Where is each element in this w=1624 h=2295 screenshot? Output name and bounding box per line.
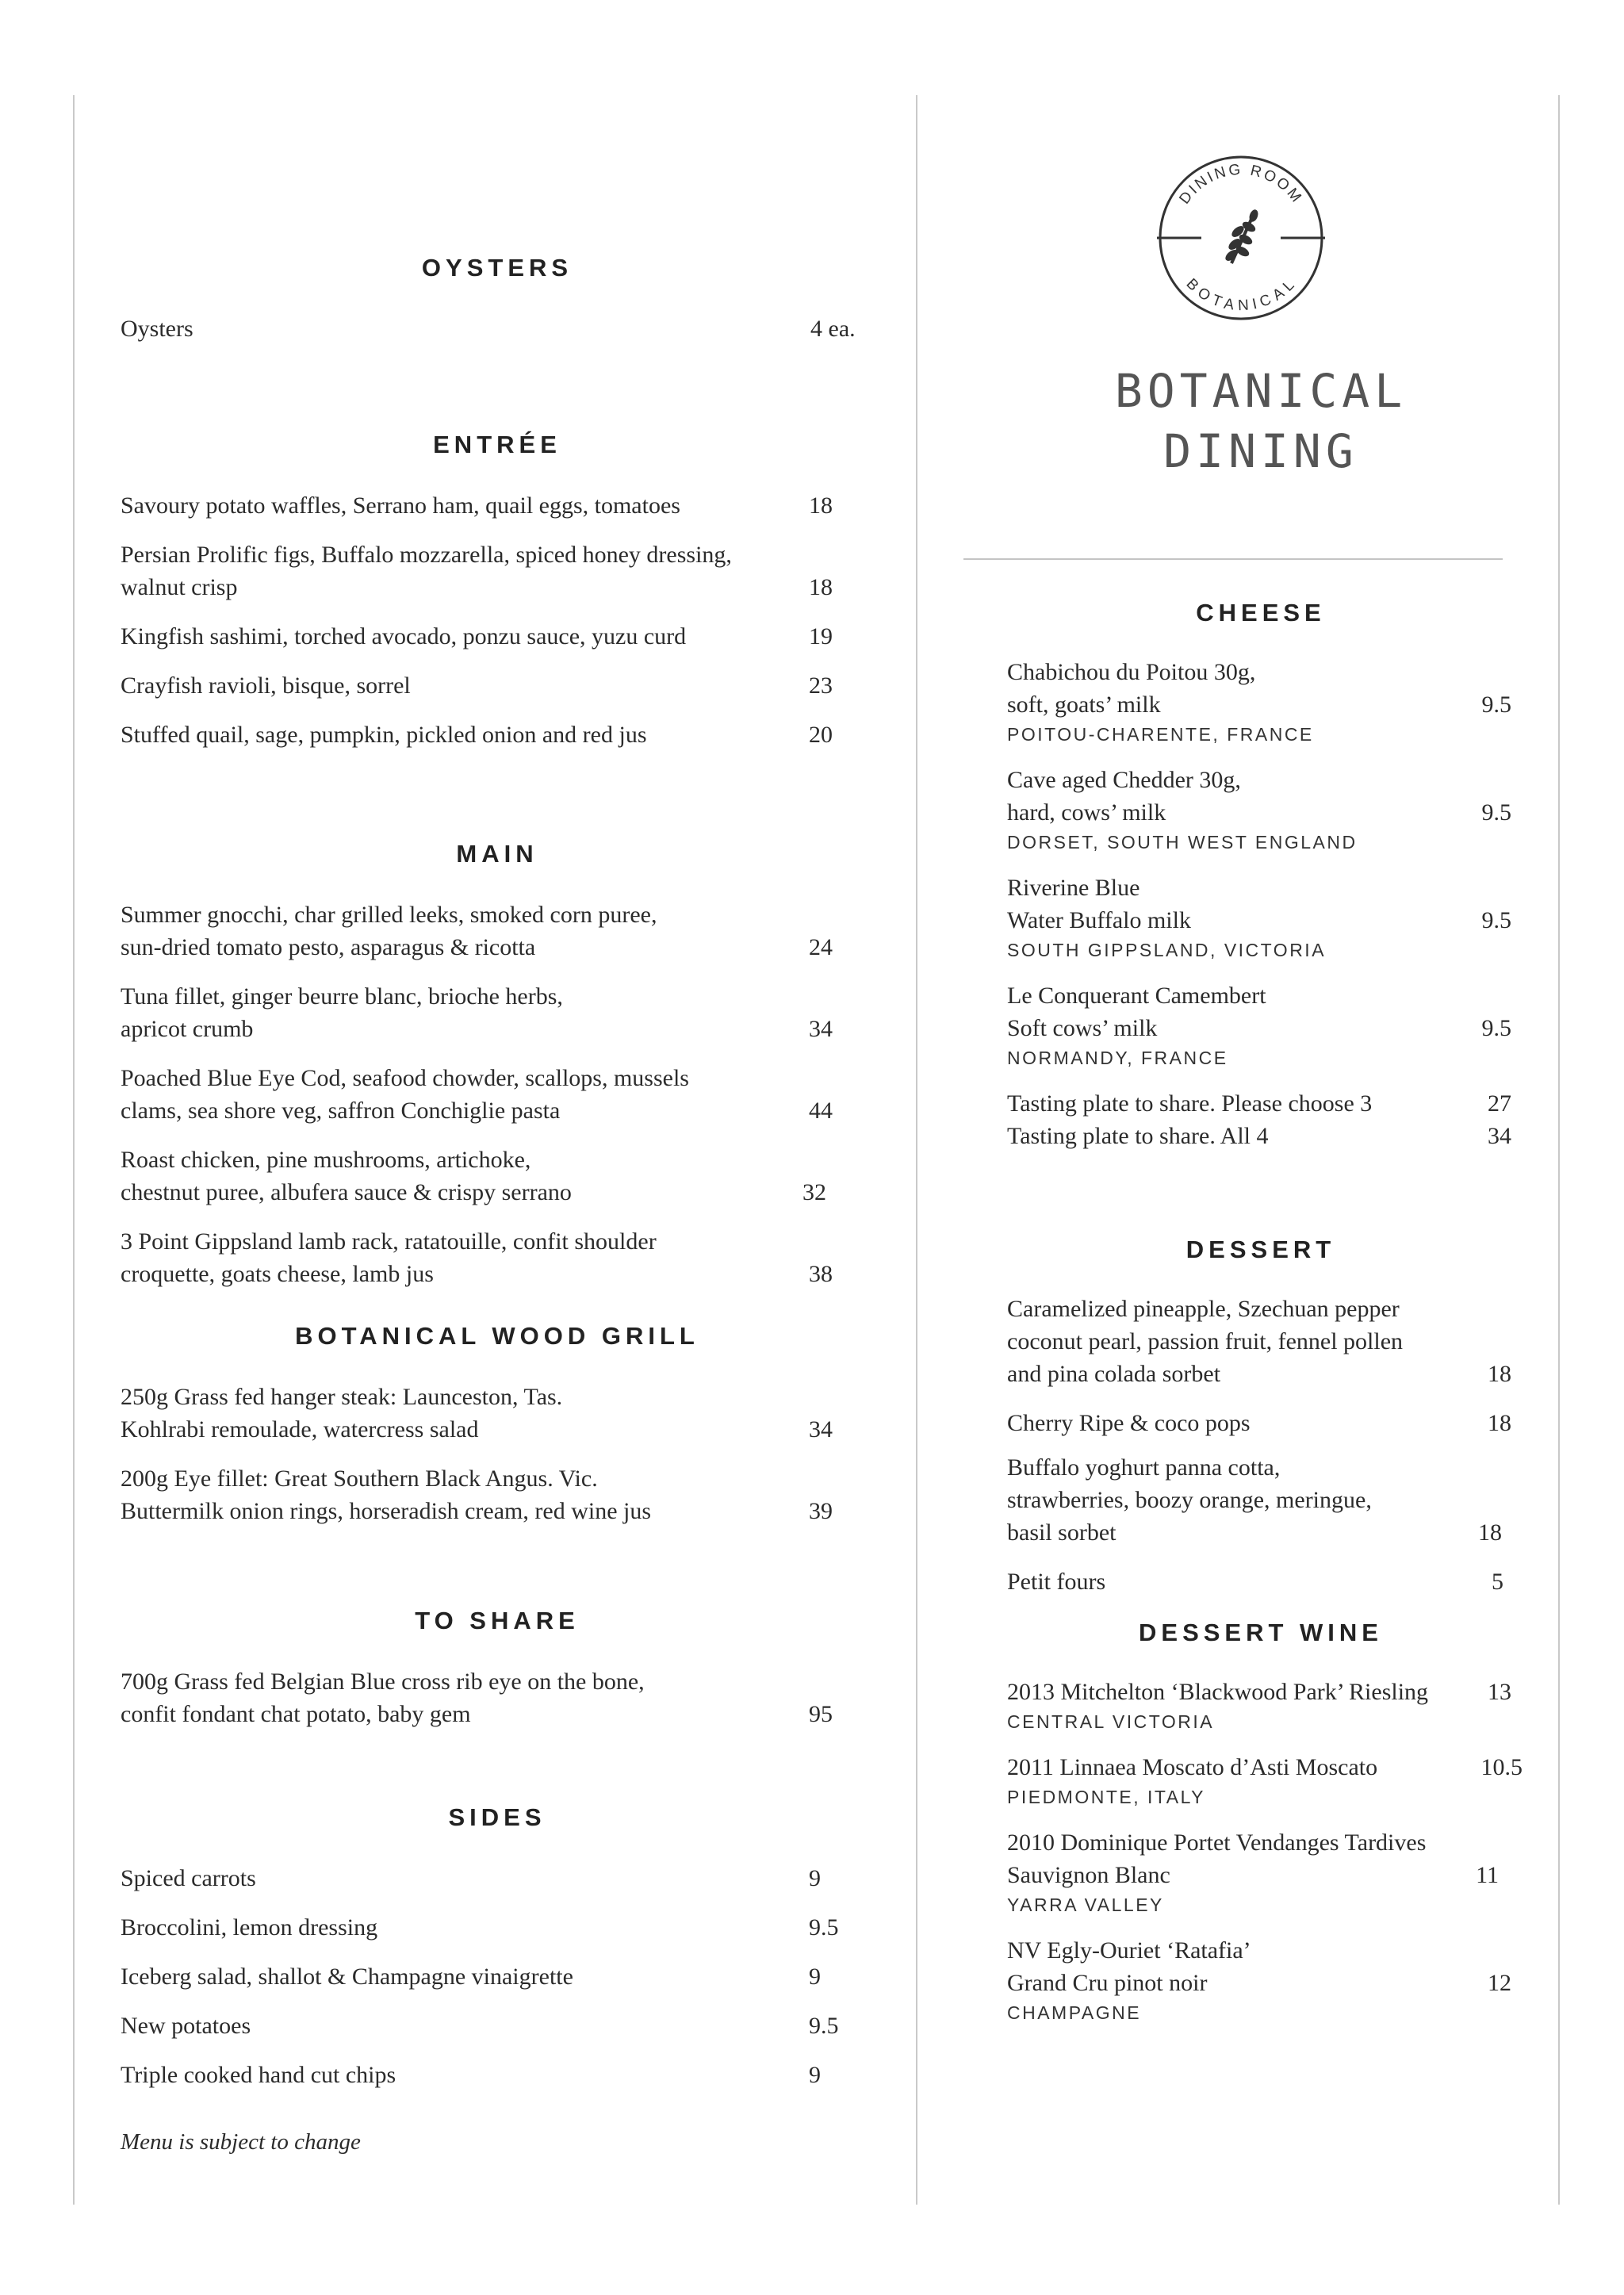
item-name-line2: coconut pearl, passion fruit, fennel pollen: [1007, 1328, 1404, 1354]
menu-item: [121, 1462, 874, 1527]
item-name-line1: 700g Grass fed Belgian Blue cross rib eye on the bone,: [121, 1669, 645, 1695]
item-price: 19: [809, 623, 833, 649]
section-title-oysters: OYSTERS: [421, 254, 573, 282]
left-column: [121, 238, 874, 2091]
tasting-plate-item: [1007, 1120, 1515, 1152]
item-name-line1: 250g Grass fed hanger steak: Launceston, Tas.: [121, 1384, 563, 1410]
item-price: 9: [809, 2062, 821, 2088]
item-name: Oysters: [121, 316, 193, 342]
item-name-line2: soft, goats’ milk: [1007, 692, 1161, 718]
item-region: NORMANDY, FRANCE: [1007, 1048, 1228, 1068]
item-name-line1: Tuna fillet, ginger beurre blanc, brioche herbs,: [121, 983, 563, 1010]
cheese-item: [1007, 872, 1515, 962]
item-name: Stuffed quail, sage, pumpkin, pickled onion and red jus: [121, 722, 647, 748]
item-name-line2: Water Buffalo milk: [1007, 907, 1191, 933]
item-price: 5: [1492, 1569, 1503, 1595]
left-border-line: [73, 95, 75, 2205]
item-price: 18: [1488, 1410, 1511, 1436]
item-region: POITOU-CHARENTE, FRANCE: [1007, 724, 1314, 745]
item-name-line2: chestnut puree, albufera sauce & crispy serrano: [121, 1179, 572, 1205]
item-name-line1: 200g Eye fillet: Great Southern Black Angus. Vic.: [121, 1466, 598, 1492]
item-price: 20: [809, 722, 833, 748]
item-name-line1: Poached Blue Eye Cod, seafood chowder, scallops, mussels: [121, 1065, 689, 1091]
right-border-line: [1558, 95, 1560, 2205]
item-name-line2: strawberries, boozy orange, meringue,: [1007, 1487, 1372, 1513]
item-name: Savoury potato waffles, Serrano ham, quail eggs, tomatoes: [121, 492, 680, 519]
item-price: 27: [1488, 1090, 1511, 1117]
menu-item: [121, 1960, 874, 1993]
item-name-line2: Buttermilk onion rings, horseradish cream, red wine jus: [121, 1498, 652, 1524]
dessert-item: [1007, 1451, 1515, 1549]
menu-item: [121, 1062, 874, 1127]
cheese-item: [1007, 979, 1515, 1070]
item-region: CENTRAL VICTORIA: [1007, 1711, 1215, 1732]
item-name: Spiced carrots: [121, 1865, 256, 1891]
menu-item: [121, 620, 874, 653]
section-title-main: MAIN: [456, 840, 538, 868]
item-name-line2: Grand Cru pinot noir: [1007, 1970, 1208, 1996]
item-price: 34: [1488, 1123, 1511, 1149]
menu-change-note: Menu is subject to change: [121, 2129, 361, 2155]
item-region: SOUTH GIPPSLAND, VICTORIA: [1007, 940, 1327, 960]
menu-item: [121, 1381, 874, 1446]
item-price: 9.5: [1481, 907, 1511, 933]
section-title-dessert: DESSERT: [1185, 1236, 1336, 1263]
item-name-line1: 2011 Linnaea Moscato d’Asti Moscato: [1007, 1754, 1378, 1780]
botanical-logo: [1154, 151, 1328, 325]
item-name: Persian Prolific figs, Buffalo mozzarella, spiced honey dressing, walnut crisp: [121, 542, 732, 600]
item-name-line2: Soft cows’ milk: [1007, 1015, 1158, 1041]
item-price: 13: [1488, 1679, 1511, 1705]
item-price: 32: [802, 1179, 826, 1205]
item-price: 39: [809, 1498, 833, 1524]
dessert-item: [1007, 1407, 1515, 1439]
item-name-line3: and pina colada sorbet: [1007, 1361, 1221, 1387]
section-title-dessert-wine: DESSERT WINE: [1139, 1619, 1383, 1646]
title-line1: BOTANICAL: [1114, 364, 1408, 418]
item-price: 18: [809, 574, 833, 600]
item-price: 34: [809, 1416, 833, 1443]
item-name-line1: Chabichou du Poitou 30g,: [1007, 659, 1256, 685]
menu-item: [121, 538, 874, 603]
section-title-wood-grill: BOTANICAL WOOD GRILL: [295, 1322, 699, 1350]
menu-item: [121, 669, 874, 702]
item-name-line1: 3 Point Gippsland lamb rack, ratatouille, confit shoulder: [121, 1228, 657, 1255]
item-name: Triple cooked hand cut chips: [121, 2062, 396, 2088]
menu-item: [121, 898, 874, 964]
item-price: 18: [1478, 1519, 1502, 1546]
item-price: 9.5: [1481, 692, 1511, 718]
item-name-line1: 2013 Mitchelton ‘Blackwood Park’ Riesling: [1007, 1679, 1429, 1705]
item-price: 18: [1488, 1361, 1511, 1387]
item-region: YARRA VALLEY: [1007, 1895, 1164, 1915]
menu-item: [121, 2010, 874, 2042]
menu-item: [121, 1862, 874, 1895]
item-price: 9.5: [1481, 1015, 1511, 1041]
item-name-line2: apricot crumb: [121, 1016, 254, 1042]
menu-item: [121, 489, 874, 522]
item-name: Tasting plate to share. Please choose 3: [1007, 1090, 1373, 1117]
item-price: 44: [809, 1098, 833, 1124]
dessert-item: [1007, 1565, 1515, 1598]
item-region: DORSET, SOUTH WEST ENGLAND: [1007, 832, 1358, 852]
title-line2: DINING: [1163, 424, 1358, 478]
dessert-item: [1007, 1293, 1515, 1390]
item-price: 9.5: [809, 1914, 839, 1941]
menu-item: [121, 312, 874, 345]
cheese-item: [1007, 764, 1515, 854]
logo-top-text: DINING ROOM: [1176, 161, 1306, 208]
menu-item: [121, 1911, 874, 1944]
item-name-line2: Kohlrabi remoulade, watercress salad: [121, 1416, 479, 1443]
section-title-entree: ENTRÉE: [433, 431, 561, 458]
item-price: 4 ea.: [810, 316, 856, 342]
menu-item: [121, 1225, 874, 1290]
tasting-plate-item: [1007, 1087, 1515, 1120]
item-name-line2: croquette, goats cheese, lamb jus: [121, 1261, 434, 1287]
menu-item: [121, 1665, 874, 1730]
item-name-line1: Buffalo yoghurt panna cotta,: [1007, 1454, 1281, 1481]
item-name: Iceberg salad, shallot & Champagne vinaigrette: [121, 1964, 573, 1990]
item-price: 12: [1488, 1970, 1511, 1996]
item-price: 38: [809, 1261, 833, 1287]
item-name-line1: Petit fours: [1007, 1569, 1106, 1595]
right-column: [1007, 599, 1522, 2025]
item-price: 18: [809, 492, 833, 519]
logo-bottom-text: BOTANICAL: [1182, 275, 1300, 315]
section-title-cheese: CHEESE: [1196, 599, 1326, 626]
svg-text:DINING ROOM: [1176, 162, 1305, 208]
item-price: 9.5: [809, 2013, 839, 2039]
item-name-line2: hard, cows’ milk: [1007, 799, 1166, 826]
item-price: 9: [809, 1964, 821, 1990]
item-name-line1: Summer gnocchi, char grilled leeks, smoked corn puree,: [121, 902, 657, 928]
item-name-line1: Riverine Blue: [1007, 875, 1140, 901]
item-name-line2: sun-dried tomato pesto, asparagus & ricotta: [121, 934, 536, 960]
item-price: 10.5: [1480, 1754, 1522, 1780]
item-name-line2: Sauvignon Blanc: [1007, 1862, 1170, 1888]
item-price: 95: [809, 1701, 833, 1727]
restaurant-title: [1007, 361, 1515, 481]
menu-item: [121, 1144, 874, 1209]
section-title-to-share: TO SHARE: [415, 1607, 580, 1634]
item-name-line1: NV Egly-Ouriet ‘Ratafia’: [1007, 1937, 1251, 1964]
cheese-item: [1007, 656, 1515, 746]
item-name: Tasting plate to share. All 4: [1007, 1123, 1269, 1149]
item-price: 23: [809, 672, 833, 699]
item-name-line2: confit fondant chat potato, baby gem: [121, 1701, 471, 1727]
section-title-sides: SIDES: [448, 1803, 546, 1831]
center-divider-line: [916, 95, 917, 2205]
item-price: 24: [809, 934, 833, 960]
item-name-line1: Caramelized pineapple, Szechuan pepper: [1007, 1296, 1400, 1322]
menu-item: [121, 980, 874, 1045]
item-region: PIEDMONTE, ITALY: [1007, 1787, 1206, 1807]
item-name-line1: Cherry Ripe & coco pops: [1007, 1410, 1251, 1436]
menu-item: [121, 718, 874, 751]
item-name-line1: Le Conquerant Camembert: [1007, 983, 1266, 1009]
item-name: Crayfish ravioli, bisque, sorrel: [121, 672, 411, 699]
item-name: New potatoes: [121, 2013, 251, 2039]
item-name-line1: Cave aged Chedder 30g,: [1007, 767, 1241, 793]
wine-item: [1007, 1676, 1515, 1734]
item-region: CHAMPAGNE: [1007, 2002, 1142, 2023]
item-name-line3: basil sorbet: [1007, 1519, 1116, 1546]
leaf-icon: [1224, 209, 1260, 263]
wine-item: [1007, 1751, 1522, 1809]
item-price: 34: [809, 1016, 833, 1042]
item-name-line1: 2010 Dominique Portet Vendanges Tardives: [1007, 1829, 1427, 1856]
item-name: Kingfish sashimi, torched avocado, ponzu sauce, yuzu curd: [121, 623, 687, 649]
menu-item: [121, 2059, 874, 2091]
item-price: 11: [1476, 1862, 1499, 1888]
wine-item: [1007, 1826, 1515, 1917]
wine-item: [1007, 1934, 1515, 2025]
item-name-line2: clams, sea shore veg, saffron Conchiglie pasta: [121, 1098, 561, 1124]
item-price: 9: [809, 1865, 821, 1891]
item-name-line1: Roast chicken, pine mushrooms, artichoke,: [121, 1147, 531, 1173]
item-name: Broccolini, lemon dressing: [121, 1914, 378, 1941]
item-price: 9.5: [1481, 799, 1511, 826]
title-divider: [963, 558, 1503, 560]
